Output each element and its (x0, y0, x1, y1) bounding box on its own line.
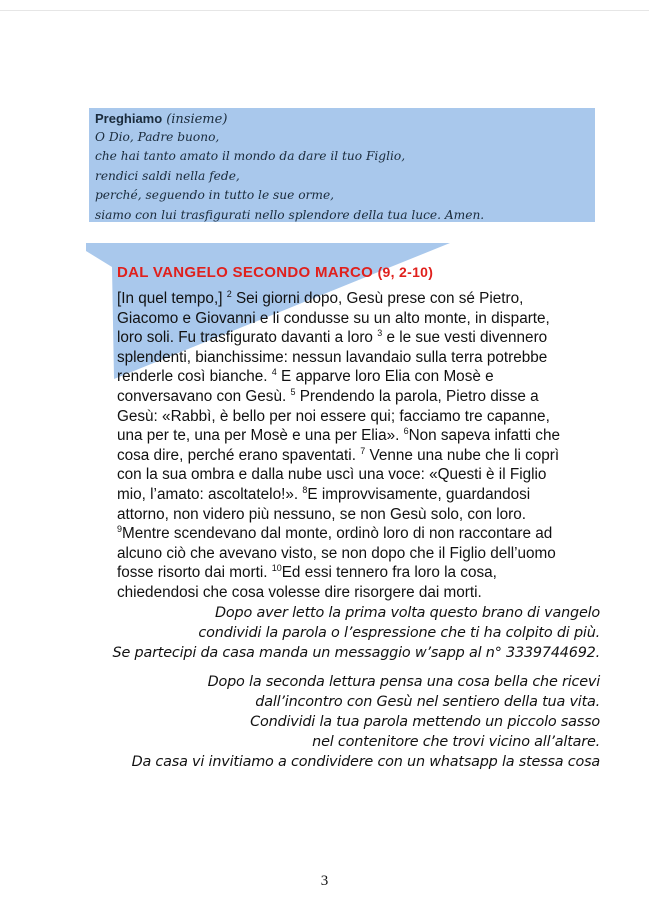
gospel-line (117, 289, 592, 309)
gospel-line (117, 387, 592, 407)
verse-number: 10 (271, 563, 282, 574)
prayer-box (89, 108, 595, 222)
gospel-text-run: mio, l’amato: ascoltatelo!». (117, 485, 303, 503)
gospel-text-run: con la sua ombra e dalla nube uscì una voce: «Questi è il Figlio (117, 466, 547, 484)
gospel-line (117, 407, 592, 427)
instruction-spacer (80, 663, 600, 673)
gospel-reference: (9, 2-10) (377, 264, 434, 280)
instruction-line: Se partecipi da casa manda un messaggio w’sapp al n° 3339744692. (112, 644, 600, 661)
gospel-title (117, 264, 592, 281)
gospel-line (117, 328, 592, 348)
instruction-line: nel contenitore che trovi vicino all’altare. (312, 733, 600, 750)
gospel-section (117, 264, 592, 603)
gospel-line (117, 309, 592, 329)
prayer-line: siamo con lui trasfigurati nello splendore della tua luce. Amen. (95, 207, 485, 222)
verse-number: 6 (403, 426, 409, 437)
prayer-line: perché, seguendo in tutto le sue orme, (95, 188, 335, 203)
verse-number: 4 (271, 367, 277, 378)
gospel-text-run: una per te, una per Mosè e una per Elia». (117, 427, 404, 445)
prayer-heading (95, 111, 589, 128)
gospel-text-run: E apparve loro Elia con Mosè e (276, 368, 494, 386)
gospel-text-run: attorno, non videro più nessuno, se non Gesù solo, con loro. (117, 505, 527, 523)
gospel-text-run: conversavano con Gesù. (117, 387, 291, 405)
prayer-title: Preghiamo (95, 111, 163, 126)
verse-number: 8 (302, 484, 308, 495)
gospel-text-run: chiedendosi che cosa volesse dire risorgere dai morti. (117, 583, 482, 601)
gospel-line (117, 485, 592, 505)
gospel-text (117, 289, 592, 603)
verse-number: 9 (117, 524, 123, 535)
gospel-line (117, 563, 592, 583)
gospel-line (117, 348, 592, 368)
gospel-text-run: splendenti, bianchissime: nessun lavandaio sulla terra potrebbe (117, 348, 548, 366)
instruction-line: Dopo aver letto la prima volta questo brano di vangelo (215, 605, 600, 621)
instruction-line: Dopo la seconda lettura pensa una cosa bella che ricevi (207, 674, 600, 691)
gospel-text-run: renderle così bianche. (117, 368, 272, 386)
gospel-text-run: loro soli. Fu trasfigurato davanti a loro (117, 329, 378, 347)
page-top-edge (0, 0, 649, 11)
gospel-text-run: cosa dire, perché erano spaventati. (117, 446, 361, 464)
instructions (80, 604, 600, 772)
gospel-text-run: Gesù: «Rabbì, è bello per noi essere qui; facciamo tre capanne, (117, 407, 550, 425)
instruction-line: dall’incontro con Gesù nel sentiero della tua vita. (255, 694, 600, 711)
gospel-text-run: [In quel tempo,] (117, 290, 227, 307)
gospel-line (117, 544, 592, 564)
gospel-line (117, 524, 592, 544)
gospel-text-run: alcuno ciò che avevano visto, se non dopo che il Figlio dell’uomo (117, 544, 556, 562)
gospel-text-run: Venne una nube che li coprì (365, 446, 560, 464)
verse-number: 7 (360, 445, 366, 456)
gospel-title-text: DAL VANGELO SECONDO MARCO (117, 264, 374, 281)
verse-number: 2 (226, 288, 232, 299)
gospel-line (117, 446, 592, 466)
instruction-line: Condividi la tua parola mettendo un piccolo sasso (250, 713, 600, 730)
gospel-line (117, 583, 592, 603)
verse-number: 3 (377, 328, 383, 339)
gospel-text-run: Non sapeva infatti che (408, 427, 560, 445)
instruction-line: condividi la parola o l’espressione che ti ha colpito di più. (198, 624, 600, 641)
gospel-line (117, 465, 592, 485)
gospel-line (117, 367, 592, 387)
gospel-line (117, 505, 592, 525)
gospel-text-run: Ed essi tennero fra loro la cosa, (281, 564, 497, 582)
verse-number: 5 (290, 386, 296, 397)
prayer-line: che hai tanto amato il mondo da dare il tuo Figlio, (95, 149, 406, 164)
gospel-text-run: e le sue vesti divennero (382, 329, 548, 347)
gospel-text-run: Prendendo la parola, Pietro disse a (295, 387, 539, 405)
page-number: 3 (320, 873, 329, 889)
gospel-text-run: Mentre scendevano dal monte, ordinò loro di non raccontare ad (122, 525, 553, 543)
gospel-text-run: Giacomo e Giovanni e li condusse su un alto monte, in disparte, (117, 309, 550, 327)
gospel-text-run: fosse risorto dai morti. (117, 564, 272, 582)
gospel-text-run: E improvvisamente, guardandosi (307, 485, 531, 503)
prayer-line: rendici saldi nella fede, (95, 168, 240, 183)
instruction-line: Da casa vi invitiamo a condividere con un whatsapp la stessa cosa (131, 753, 600, 770)
gospel-line (117, 426, 592, 446)
prayer-line: O Dio, Padre buono, (95, 130, 220, 144)
gospel-text-run: Sei giorni dopo, Gesù prese con sé Pietro, (231, 290, 524, 307)
prayer-note: (insieme) (166, 112, 228, 127)
